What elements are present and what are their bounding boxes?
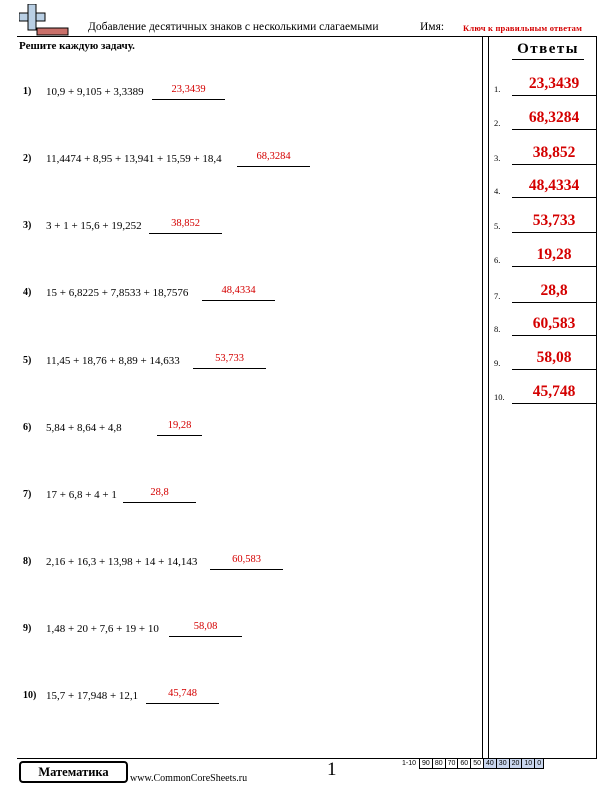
problem-number: 4) (23, 287, 32, 298)
answer-blank[interactable]: 28,8 (123, 487, 196, 503)
right-border (596, 36, 597, 758)
problem-number: 10) (23, 690, 37, 701)
answer-line (512, 164, 596, 165)
worksheet-title: Добавление десятичных знаков с несколькими слагаемыми (88, 21, 379, 33)
answer-line (512, 129, 596, 130)
answer-line (512, 369, 596, 370)
answer-row (494, 176, 594, 198)
answer-number: 4. (494, 186, 501, 196)
problem-number: 5) (23, 355, 32, 366)
problem-item (19, 151, 479, 169)
answer-row (494, 74, 594, 96)
answer-number: 8. (494, 324, 501, 334)
score-cell: 80 (432, 759, 445, 769)
answer-value: 28,8 (540, 282, 568, 299)
answer-blank[interactable]: 53,733 (193, 353, 266, 369)
answer-blank[interactable]: 58,08 (169, 621, 242, 637)
plus-minus-logo-icon (19, 4, 69, 36)
column-divider (482, 36, 483, 758)
answer-line (512, 266, 596, 267)
answer-row (494, 314, 594, 336)
score-cell: 50 (471, 759, 484, 769)
problem-item (19, 84, 479, 102)
problem-expression: 5,84 + 8,64 + 4,8 (46, 422, 122, 434)
problem-item (19, 218, 479, 236)
instructions: Решите каждую задачу. (19, 40, 135, 52)
answer-row (494, 245, 594, 267)
score-cell: 30 (496, 759, 509, 769)
answer-number: 1. (494, 84, 501, 94)
answer-key-label: Ключ к правильным ответам (463, 23, 583, 33)
site-url: www.CommonCoreSheets.ru (130, 773, 248, 784)
answer-number: 2. (494, 118, 501, 128)
problem-item (19, 353, 479, 371)
problem-expression: 3 + 1 + 15,6 + 19,252 (46, 220, 142, 232)
answer-value: 19,28 (536, 246, 572, 263)
answer-blank[interactable]: 19,28 (157, 420, 202, 436)
score-cell: 0 (535, 759, 544, 769)
answer-row (494, 348, 594, 370)
column-divider (488, 36, 489, 758)
answer-value: 68,3284 (528, 109, 580, 126)
score-cell: 60 (458, 759, 471, 769)
problem-expression: 2,16 + 16,3 + 13,98 + 14 + 14,143 (46, 556, 198, 568)
brand-badge: Математика (19, 761, 128, 783)
problem-item (19, 688, 479, 706)
problem-expression: 11,45 + 18,76 + 8,89 + 14,633 (46, 355, 180, 367)
score-table (400, 758, 544, 769)
answer-blank[interactable]: 60,583 (210, 554, 283, 570)
problem-item (19, 285, 479, 303)
answer-value: 38,852 (532, 144, 576, 161)
score-cell: 40 (484, 759, 497, 769)
answer-blank[interactable]: 48,4334 (202, 285, 275, 301)
answers-header: Ответы (517, 41, 579, 57)
problem-item (19, 487, 479, 505)
top-rule (17, 36, 455, 37)
problem-expression: 11,4474 + 8,95 + 13,941 + 15,59 + 18,4 (46, 153, 222, 165)
answer-number: 3. (494, 153, 501, 163)
answer-line (512, 95, 596, 96)
problem-number: 1) (23, 86, 32, 97)
answer-number: 10. (494, 392, 505, 402)
problem-expression: 1,48 + 20 + 7,6 + 19 + 10 (46, 623, 159, 635)
problem-item (19, 554, 479, 572)
answer-row (494, 211, 594, 233)
problem-number: 7) (23, 489, 32, 500)
answer-row (494, 382, 594, 404)
problem-expression: 17 + 6,8 + 4 + 1 (46, 489, 117, 501)
score-cell: 70 (445, 759, 458, 769)
score-cell: 20 (509, 759, 522, 769)
answer-row (494, 108, 594, 130)
name-line (455, 36, 596, 37)
answer-line (512, 302, 596, 303)
answer-value: 53,733 (532, 212, 576, 229)
answer-number: 9. (494, 358, 501, 368)
score-cell: 10 (522, 759, 535, 769)
answer-blank[interactable]: 68,3284 (237, 151, 310, 167)
score-range-label: 1-10 (402, 760, 417, 767)
problem-item (19, 621, 479, 639)
answer-row (494, 143, 594, 165)
answer-number: 7. (494, 291, 501, 301)
problem-expression: 10,9 + 9,105 + 3,3389 (46, 86, 144, 98)
problem-number: 3) (23, 220, 32, 231)
answer-line (512, 335, 596, 336)
answer-number: 6. (494, 255, 501, 265)
problem-number: 6) (23, 422, 32, 433)
answer-number: 5. (494, 221, 501, 231)
problem-item (19, 420, 479, 438)
answer-value: 58,08 (536, 349, 572, 366)
problem-number: 2) (23, 153, 32, 164)
answer-blank[interactable]: 23,3439 (152, 84, 225, 100)
answer-line (512, 403, 596, 404)
name-label: Имя: (420, 21, 445, 33)
problem-expression: 15,7 + 17,948 + 12,1 (46, 690, 139, 702)
answer-value: 45,748 (532, 383, 576, 400)
answer-blank[interactable]: 38,852 (149, 218, 222, 234)
answer-blank[interactable]: 45,748 (146, 688, 219, 704)
answer-row (494, 281, 594, 303)
answer-line (512, 197, 596, 198)
answer-value: 23,3439 (528, 75, 580, 92)
problem-expression: 15 + 6,8225 + 7,8533 + 18,7576 (46, 287, 189, 299)
answer-line (512, 232, 596, 233)
page-number: 1 (327, 759, 337, 780)
score-cell: 90 (420, 759, 433, 769)
problem-number: 8) (23, 556, 32, 567)
answers-header-underline (512, 59, 584, 60)
problem-number: 9) (23, 623, 32, 634)
answer-value: 60,583 (532, 315, 576, 332)
answer-value: 48,4334 (528, 177, 580, 194)
